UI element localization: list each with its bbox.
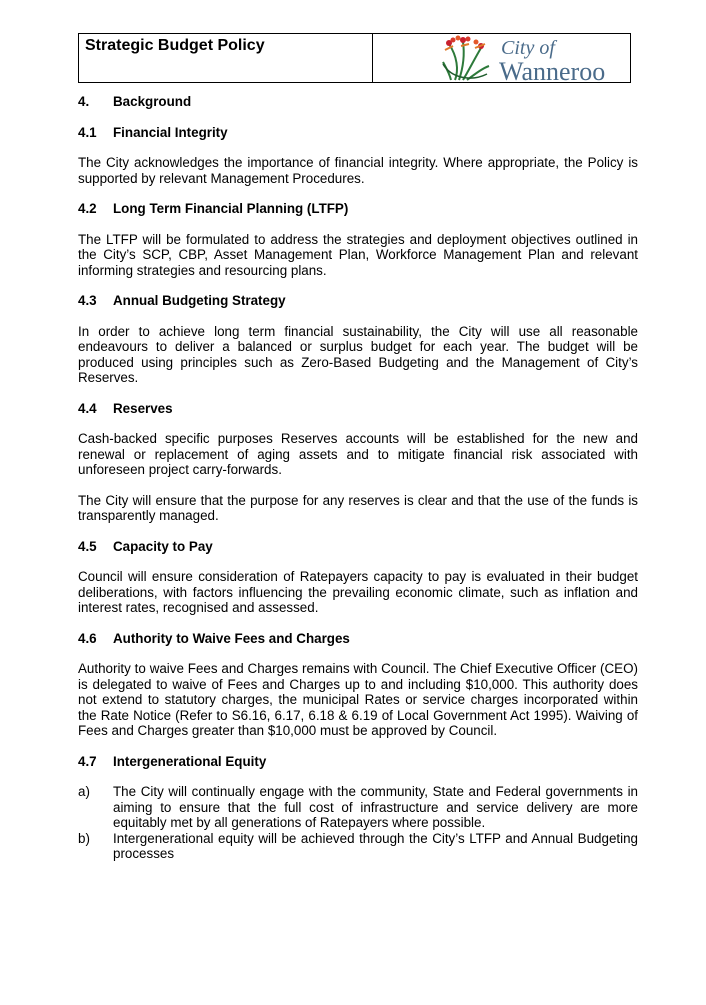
section-heading-4-6 [78, 631, 638, 647]
list-item-label: b) [78, 830, 90, 846]
logo-text-bottom: Wanneroo [499, 57, 606, 84]
section-title: Intergenerational Equity [113, 753, 267, 769]
paragraph-4-1: The City acknowledges the importance of financial integrity. Where appropriate, the Policy is supported by relevant Management Procedures. [78, 155, 638, 186]
list-item [78, 784, 638, 831]
paragraph-4-5: Council will ensure consideration of Ratepayers capacity to pay is evaluated in their budget deliberations, with factors influencing the prevailing economic climate, such as inflation and interest rates, recognised and assessed. [78, 569, 638, 615]
section-number: 4.5 [78, 538, 97, 554]
section-number: 4.6 [78, 630, 97, 646]
section-heading-4-7 [78, 754, 638, 770]
section-number: 4.1 [78, 124, 97, 140]
list-item-text: Intergenerational equity will be achieved through the City’s LTFP and Annual Budgeting processes [113, 830, 638, 861]
section-title: Annual Budgeting Strategy [113, 293, 286, 308]
section-title: Authority to Waive Fees and Charges [113, 630, 350, 646]
document-body [78, 94, 638, 862]
header-logo-cell [373, 34, 630, 82]
section-number: 4.4 [78, 400, 97, 416]
section-title: Background [113, 94, 192, 109]
section-title: Long Term Financial Planning (LTFP) [113, 201, 349, 216]
section-heading-4-4 [78, 401, 638, 417]
section-number: 4. [78, 94, 90, 109]
section-number: 4.3 [78, 293, 97, 308]
section-number: 4.7 [78, 753, 97, 769]
section-heading-4 [78, 94, 638, 110]
logo-text-top: City of [501, 37, 555, 59]
section-heading-4-2 [78, 201, 638, 217]
paragraph-4-6: Authority to waive Fees and Charges remains with Council. The Chief Executive Officer (CEO) is delegated to waive of Fees and Charges up to and including $10,000. This authority does not extend to statutory charges, the municipal Rates or service charges incorporated within the Rate Notice (Refer to S6.16, 6.17, 6.18 & 6.19 of Local Government Act 1995). Waiving of Fees and Charges greater than $10,000 must be approved by Council. [78, 661, 638, 738]
kangaroo-paw-icon [443, 36, 489, 81]
document-header [78, 33, 631, 83]
list-item-text: The City will continually engage with the community, State and Federal governments in aiming to ensure that the full cost of infrastructure and service delivery are more equitably met by all generations of Ratepayers where possible. [113, 784, 638, 830]
list-item-label: a) [78, 784, 90, 799]
section-title: Financial Integrity [113, 124, 228, 140]
city-of-wanneroo-logo [441, 34, 631, 84]
paragraph-4-3: In order to achieve long term financial sustainability, the City will use all reasonable endeavours to deliver a balanced or surplus budget for each year. The budget will be produced using principles such as Zero-Based Budgeting and the Management of City’s Reserves. [78, 323, 638, 385]
list-item [78, 831, 638, 862]
document-title: Strategic Budget Policy [85, 37, 265, 54]
section-heading-4-5 [78, 539, 638, 555]
paragraph-4-2: The LTFP will be formulated to address the strategies and deployment objectives outlined in the City’s SCP, CBP, Asset Management Plan, Workforce Management Plan and relevant informing strategies and resourcing plans. [78, 231, 638, 278]
section-title: Reserves [113, 400, 173, 416]
section-number: 4.2 [78, 201, 97, 216]
header-title-cell [79, 34, 373, 82]
section-heading-4-3 [78, 293, 638, 309]
paragraph-4-4-1: Cash-backed specific purposes Reserves accounts will be established for the new and renewal or replacement of aging assets and to mitigate financial risk associated with unforeseen project carry-forwards. [78, 431, 638, 477]
paragraph-4-4-2: The City will ensure that the purpose for any reserves is clear and that the use of the funds is transparently managed. [78, 492, 638, 523]
section-title: Capacity to Pay [113, 538, 213, 554]
section-heading-4-1 [78, 125, 638, 141]
